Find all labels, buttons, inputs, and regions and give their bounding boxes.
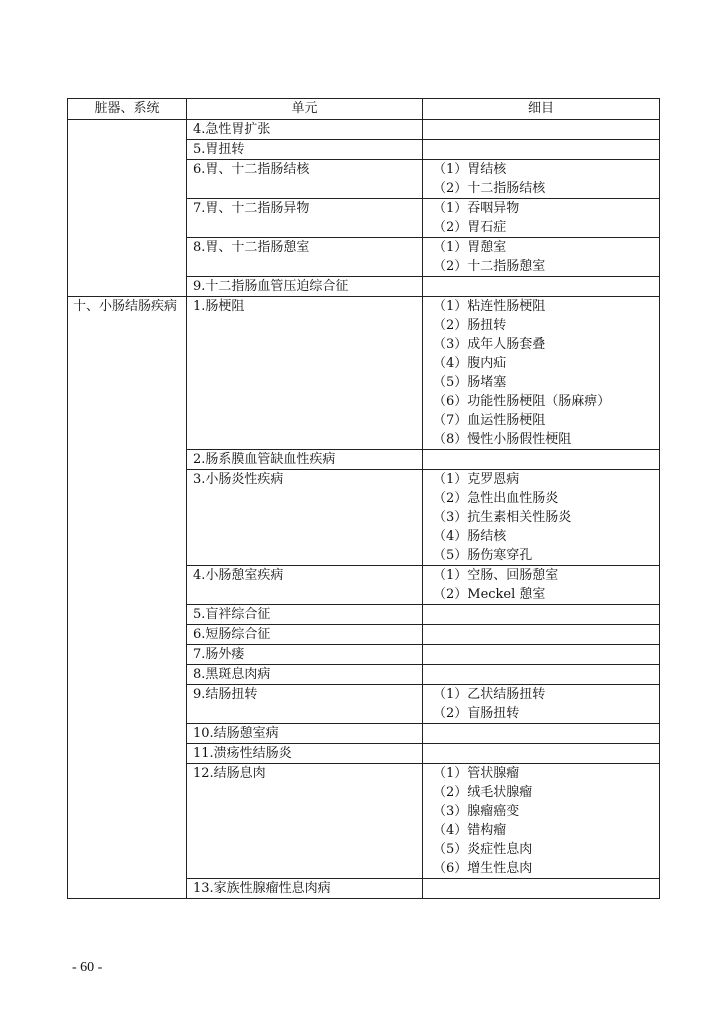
item-list xyxy=(433,764,659,878)
items-cell xyxy=(423,470,660,566)
unit-cell: 4.小肠憩室疾病 xyxy=(187,566,423,605)
list-item: （8）慢性小肠假性梗阻 xyxy=(433,432,572,447)
unit-cell: 13.家族性腺瘤性息肉病 xyxy=(187,879,423,899)
header-organ: 脏器、系统 xyxy=(68,99,187,120)
unit-cell: 11.溃疡性结肠炎 xyxy=(187,744,423,764)
list-item: （1）管状腺瘤 xyxy=(433,766,520,781)
list-item: （3）腺瘤癌变 xyxy=(433,804,520,819)
item-list xyxy=(433,470,659,565)
items-cell xyxy=(423,685,660,724)
items-cell xyxy=(423,566,660,605)
items-cell xyxy=(423,277,660,297)
unit-cell: 9.十二指肠血管压迫综合征 xyxy=(187,277,423,297)
items-cell xyxy=(423,605,660,625)
item-list xyxy=(433,160,659,198)
organ-cell: 十、小肠结肠疾病 xyxy=(68,297,187,899)
list-item: （3）抗生素相关性肠炎 xyxy=(433,510,572,525)
unit-cell: 12.结肠息肉 xyxy=(187,764,423,879)
unit-cell: 9.结肠扭转 xyxy=(187,685,423,724)
unit-cell: 1.肠梗阻 xyxy=(187,297,423,450)
list-item: （6）增生性息肉 xyxy=(433,861,533,876)
item-list xyxy=(433,238,659,276)
list-item: （4）肠结核 xyxy=(433,529,507,544)
item-list xyxy=(433,199,659,237)
list-item: （4）腹内疝 xyxy=(433,356,507,371)
organ-cell xyxy=(68,120,187,297)
list-item: （1）胃结核 xyxy=(433,162,507,177)
items-cell xyxy=(423,140,660,160)
table-row xyxy=(68,297,660,450)
list-item: （7）血运性肠梗阻 xyxy=(433,413,546,428)
unit-cell: 8.黑斑息肉病 xyxy=(187,665,423,685)
unit-cell: 7.胃、十二指肠异物 xyxy=(187,199,423,238)
list-item: （2）Meckel 憩室 xyxy=(433,587,546,602)
list-item: （2）十二指肠憩室 xyxy=(433,259,546,274)
syllabus-table xyxy=(67,98,660,899)
list-item: （1）乙状结肠扭转 xyxy=(433,687,546,702)
item-list xyxy=(433,566,659,604)
unit-cell: 5.胃扭转 xyxy=(187,140,423,160)
unit-cell: 4.急性胃扩张 xyxy=(187,120,423,140)
table-row xyxy=(68,120,660,140)
unit-cell: 5.盲袢综合征 xyxy=(187,605,423,625)
header-row xyxy=(68,99,660,120)
list-item: （5）肠堵塞 xyxy=(433,375,507,390)
unit-cell: 8.胃、十二指肠憩室 xyxy=(187,238,423,277)
unit-cell: 7.肠外瘘 xyxy=(187,645,423,665)
list-item: （3）成年人肠套叠 xyxy=(433,337,546,352)
item-list xyxy=(433,685,659,723)
list-item: （1）空肠、回肠憩室 xyxy=(433,568,559,583)
unit-cell: 3.小肠炎性疾病 xyxy=(187,470,423,566)
list-item: （2）盲肠扭转 xyxy=(433,706,520,721)
items-cell xyxy=(423,665,660,685)
list-item: （2）肠扭转 xyxy=(433,318,507,333)
list-item: （2）十二指肠结核 xyxy=(433,181,546,196)
table-header xyxy=(68,99,660,120)
header-items: 细目 xyxy=(423,99,660,120)
list-item: （1）胃憩室 xyxy=(433,240,507,255)
items-cell xyxy=(423,645,660,665)
list-item: （1）吞咽异物 xyxy=(433,201,520,216)
list-item: （2）胃石症 xyxy=(433,220,507,235)
item-list xyxy=(433,297,659,449)
unit-cell: 2.肠系膜血管缺血性疾病 xyxy=(187,450,423,470)
list-item: （5）炎症性息肉 xyxy=(433,842,533,857)
list-item: （1）克罗恩病 xyxy=(433,472,520,487)
unit-cell: 10.结肠憩室病 xyxy=(187,724,423,744)
list-item: （2）急性出血性肠炎 xyxy=(433,491,559,506)
items-cell xyxy=(423,160,660,199)
page-number: - 60 - xyxy=(72,960,103,975)
items-cell xyxy=(423,744,660,764)
items-cell xyxy=(423,238,660,277)
items-cell xyxy=(423,450,660,470)
items-cell xyxy=(423,625,660,645)
list-item: （1）粘连性肠梗阻 xyxy=(433,299,546,314)
header-unit: 单元 xyxy=(187,99,423,120)
items-cell xyxy=(423,297,660,450)
list-item: （6）功能性肠梗阻（肠麻痹） xyxy=(433,394,611,409)
items-cell xyxy=(423,764,660,879)
items-cell xyxy=(423,724,660,744)
list-item: （4）错构瘤 xyxy=(433,823,507,838)
items-cell xyxy=(423,879,660,899)
list-item: （5）肠伤寒穿孔 xyxy=(433,548,533,563)
unit-cell: 6.短肠综合征 xyxy=(187,625,423,645)
items-cell xyxy=(423,199,660,238)
items-cell xyxy=(423,120,660,140)
list-item: （2）绒毛状腺瘤 xyxy=(433,785,533,800)
unit-cell: 6.胃、十二指肠结核 xyxy=(187,160,423,199)
table-body xyxy=(68,120,660,899)
